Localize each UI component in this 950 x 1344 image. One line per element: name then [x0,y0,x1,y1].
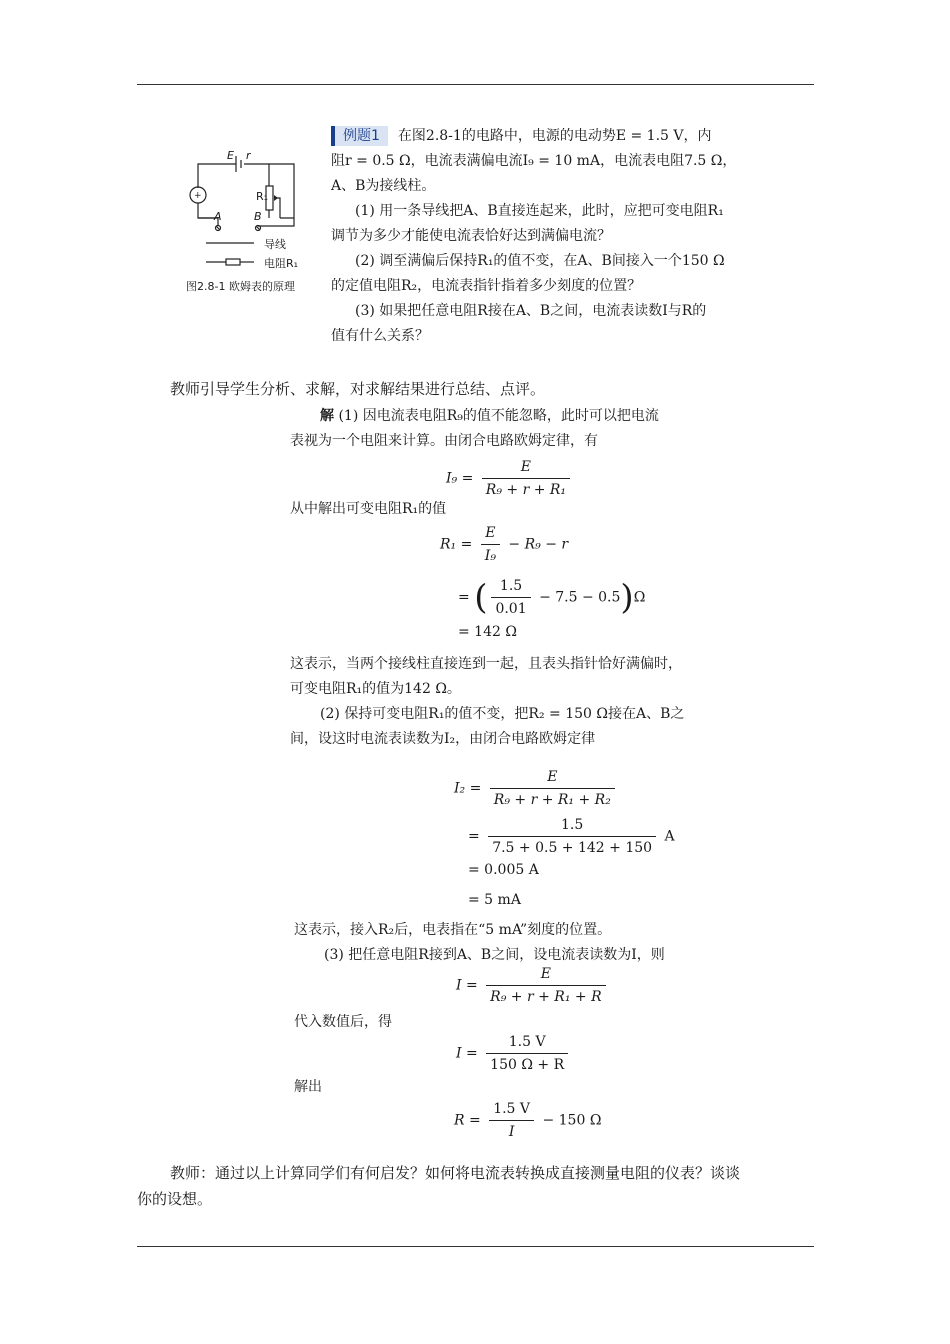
formula-r1-step-den: 0.01 [495,601,527,617]
teacher-end [137,1160,827,1212]
meaning-2-line: 这表示，接入R₂后，电表指在“5 mA”刻度的位置。 [294,922,612,938]
formula-i4 [456,1031,572,1076]
q1-line-1: (1) 用一条导线把A、B直接连起来，此时，应把可变电阻R₁ [355,203,724,219]
formula-i3-num: E [486,963,605,986]
formula-i3-den: R₉ + r + R₁ + R [490,989,602,1005]
p2-line1: (2) 保持可变电阻R₁的值不变，把R₂ = 150 Ω接在A、B之 [320,706,685,722]
formula-r1-lhs: R₁ = [440,536,473,553]
solution-p1-line2: 表视为一个电阻来计算。由闭合电路欧姆定律，有 [290,433,598,449]
formula-r-lhs: R = [454,1112,481,1129]
q2-line-2: 的定值电阻R₂，电流表指针指着多少刻度的位置？ [331,278,642,294]
header-rule [137,84,814,85]
formula-i2-unit: A [664,828,675,845]
legend-wire: 导线 [264,238,286,251]
legend-resistor: 电阻R₁ [264,257,299,270]
footer-rule [137,1246,814,1247]
solution-label: 解 [320,408,334,424]
formula-i2-den: R₉ + r + R₁ + R₂ [493,792,611,808]
formula-r1 [440,522,568,567]
teacher-intro: 教师引导学生分析、求解，对求解结果进行总结、点评。 [170,380,546,398]
formula-r1-tail: − R₉ − r [508,536,569,553]
formula-i3-lhs: I = [456,977,478,994]
formula-r-den: I [508,1124,515,1140]
svg-text:+: + [194,191,202,201]
figure-caption: 图2.8-1 欧姆表的原理 [186,280,295,293]
formula-i2-num2: 1.5 [488,814,656,837]
formula-i2 [454,766,619,811]
label-E: E [227,149,234,162]
formula-ig [446,456,574,501]
example-badge: 例题1 [331,126,388,146]
teacher-end-line2: 你的设想。 [137,1190,213,1208]
p3-line: (3) 把任意电阻R接到A、B之间，设电流表读数为I，则 [324,947,665,963]
label-B: B [254,210,262,223]
intro-line-3: A、B为接线柱。 [331,178,436,194]
formula-r-num: 1.5 V [489,1098,534,1121]
formula-i4-num: 1.5 V [486,1031,568,1054]
q2-line-1: (2) 调至满偏后保持R₁的值不变，在A、B间接入一个150 Ω [355,253,725,269]
meaning-1-line1: 这表示，当两个接线柱直接连到一起，且表头指针恰好满偏时， [290,656,682,672]
solution-part1 [290,404,710,454]
formula-r1-num: E [481,522,500,545]
solution-p1-line1: (1) 因电流表电阻R₉的值不能忽略，此时可以把电流 [338,408,659,424]
substitute-text: 代入数值后，得 [294,1014,392,1030]
formula-r1-step-tail: − 7.5 − 0.5 [539,589,621,606]
formula-i2-num: E [490,766,615,789]
formula-ig-lhs: I₉ = [446,470,474,487]
formula-r1-result: = 142 Ω [458,624,517,640]
meaning-2 [294,918,714,968]
meaning-1-line2: 可变电阻R₁的值为142 Ω。 [290,681,461,697]
formula-ig-num: E [482,456,570,479]
solve-r1-text: 从中解出可变电阻R₁的值 [290,501,447,517]
meaning-1 [290,652,710,752]
formula-i4-den: 150 Ω + R [490,1057,565,1073]
formula-r1-step: = ( $\frac{1.5}{0.01}$ − 7.5 − 0.5)Ω [458,575,645,620]
label-R1: R₁ [256,190,269,203]
label-r: r [246,149,251,162]
q3-line-2: 值有什么关系？ [331,328,429,344]
formula-r1-step-unit: Ω [633,589,646,606]
formula-i2-r1: = 0.005 A [468,862,539,878]
example-box [331,124,741,349]
p2-line2: 间，设这时电流表读数为I₂，由闭合电路欧姆定律 [290,731,596,747]
solve-out-text: 解出 [294,1079,322,1095]
label-A: A [214,210,222,223]
formula-r1-step-num: 1.5 [491,575,530,598]
formula-r [454,1098,601,1143]
circuit-figure [178,148,318,288]
teacher-end-line1: 教师：通过以上计算同学们有何启发？如何将电流表转换成直接测量电阻的仪表？谈谈 [170,1164,741,1182]
formula-i2-eq: = [468,828,480,845]
formula-r-tail: − 150 Ω [542,1112,602,1129]
intro-line-2: 阻r = 0.5 Ω，电流表满偏电流I₉ = 10 mA，电流表电阻7.5 Ω， [331,153,737,169]
formula-i2-den2: 7.5 + 0.5 + 142 + 150 [492,840,653,856]
formula-i3 [456,963,610,1008]
formula-i4-lhs: I = [456,1045,478,1062]
formula-i2-step [468,814,675,859]
q3-line-1: (3) 如果把任意电阻R接在A、B之间，电流表读数I与R的 [355,303,707,319]
formula-r1-den: I₉ [484,548,496,564]
formula-ig-den: R₉ + r + R₁ [485,482,567,498]
intro-line-1: 在图2.8-1的电路中，电源的电动势E = 1.5 V，内 [397,128,712,144]
formula-i2-lhs: I₂ = [454,780,482,797]
formula-i2-r2: = 5 mA [468,892,521,908]
formula-r1-step-eq: = [458,589,470,606]
q1-line-2: 调节为多少才能使电流表恰好达到满偏电流？ [331,228,611,244]
